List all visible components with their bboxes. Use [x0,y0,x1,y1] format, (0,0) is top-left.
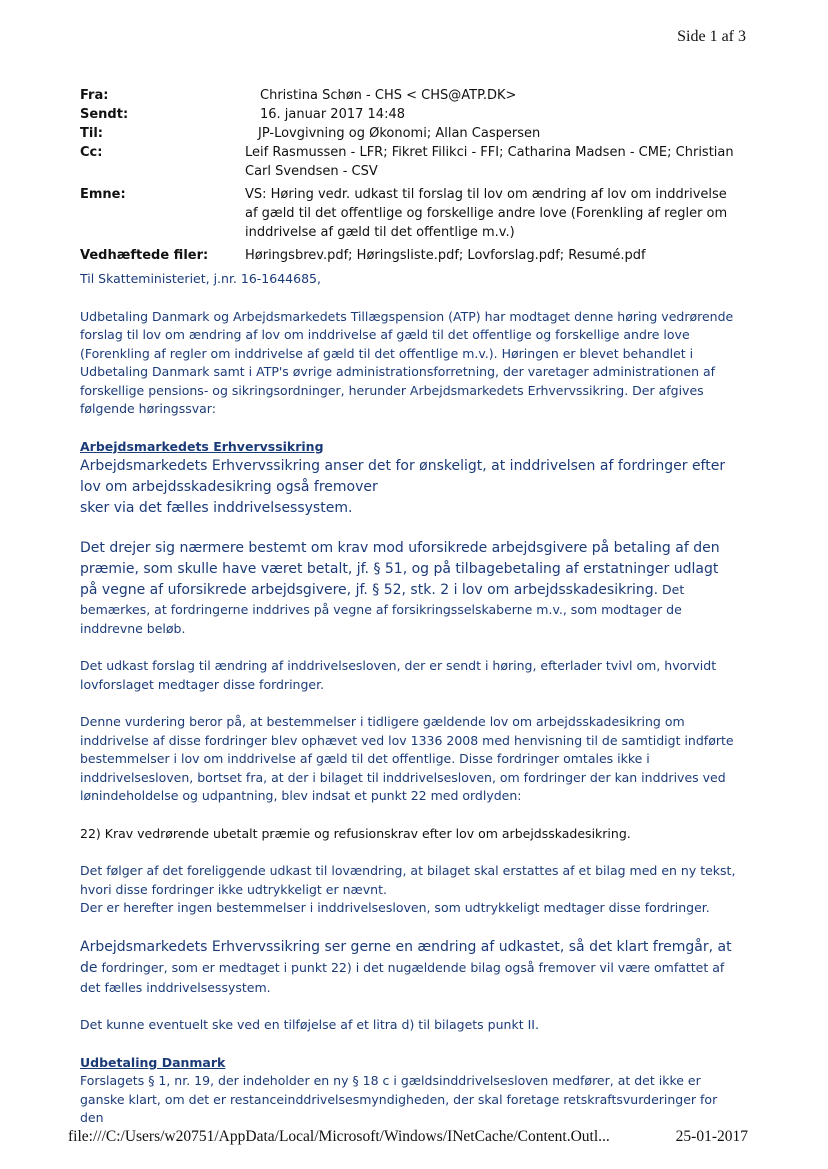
email-body [80,270,740,1128]
to-row [80,124,740,143]
subject-label: Emne: [80,187,126,202]
s1-paragraph-6-rest: fordringer, som er medtaget i punkt 22) i det nugældende bilag også fremover vil være omfattet af det fælles inddrivelsessystem. [80,959,725,995]
sent-label: Sendt: [80,107,129,122]
salutation: Til Skatteministeriet, j.nr. 16-1644685, [80,271,321,286]
s1-paragraph-1a: Arbejdsmarkedets Erhvervssikring anser det for ønskeligt, at inddrivelsen af fordringer efter lov om arbejdsskadesikring også fremover [80,458,726,495]
from-label: Fra: [80,88,109,103]
s2-paragraph-1: Forslagets § 1, nr. 19, der indeholder en ny § 18 c i gældsinddrivelsesloven medfører, at det ikke er ganske klart, om det er restanceinddrivelsesmyndigheden, der skal foretage retskraftsvurderinger for den [80,1073,718,1125]
sent-value: 16. januar 2017 14:48 [260,107,405,122]
subject-value: VS: Høring vedr. udkast til forslag til lov om ændring af lov om inddrivelse af gæld til det offentlige og forskellige andre love (Forenkling af regler om inddrivelse af gæld til det offentlige m.v.) [245,187,728,240]
s1-paragraph-5b: Der er herefter ingen bestemmelser i inddrivelsesloven, som udtrykkeligt medtager disse fordringer. [80,900,710,915]
section-title-udbetaling: Udbetaling Danmark [80,1054,226,1070]
attachments-label: Vedhæftede filer: [80,248,209,263]
s1-paragraph-5a: Det følger af det foreliggende udkast til lovændring, at bilaget skal erstattes af et bilag med en ny tekst, hvori disse fordringer ikke udtrykkeligt er nævnt. [80,863,736,897]
from-value: Christina Schøn - CHS < CHS@ATP.DK> [260,88,517,103]
email-header [80,86,740,265]
cc-row [80,143,740,181]
s1-paragraph-4: Denne vurdering beror på, at bestemmelser i tidligere gældende lov om arbejdsskadesikring om inddrivelse af disse fordringer blev ophævet ved lov 1336 2008 med henvisning til de samtidigt indførte bestemmelser i lov om inddrivelse af gæld til det offentlige. Disse fordringer omtales ikke i inddrivelsesloven, bortset fra, at der i bilaget til inddrivelsesloven, om fordringer der kan inddrives ved lønindeholdelse og udpantning, blev indsat et punkt 22 med ordlyden: [80,714,734,803]
cc-value: Leif Rasmussen - LFR; Fikret Filikci - FFI; Catharina Madsen - CME; Christian Carl Svendsen - CSV [245,145,734,179]
page-number: Side 1 af 3 [677,28,746,45]
from-row [80,86,740,105]
s1-paragraph-7: Det kunne eventuelt ske ved en tilføjelse af et litra d) til bilagets punkt II. [80,1017,539,1032]
intro-paragraph: Udbetaling Danmark og Arbejdsmarkedets Tillægspension (ATP) har modtaget denne høring vedrørende forslag til lov om ændring af lov om inddrivelse af gæld til det offentlige og forskellige andre love (Forenkling af regler om inddrivelse af gæld til det offentlige m.v.). Høringen er blevet behandlet i Udbetaling Danmark samt i ATP's øvrige administrationsforretning, der varetager administrationen af forskellige pensions- og sikringsordninger, herunder Arbejdsmarkedets Erhvervssikring. Der afgives følgende høringssvar: [80,308,734,416]
sent-row [80,105,740,124]
print-footer [68,1128,748,1146]
s1-paragraph-2-small: Det bemærkes, at fordringerne inddrives på vegne af forsikringsselskaberne m.v., som modtager de inddrevne beløb. [80,582,685,636]
attachments-row [80,246,740,265]
s1-paragraph-2 [80,538,740,638]
section-title-erhvervssikring: Arbejdsmarkedets Erhvervssikring [80,438,324,454]
footer-date: 25-01-2017 [675,1128,748,1145]
cc-label: Cc: [80,145,103,160]
s1-paragraph-6-large: Arbejdsmarkedets Erhvervssikring ser gerne en ændring af udkastet, så det klart fremgår, at de [80,938,732,976]
to-value: JP-Lovgivning og Økonomi; Allan Caspersen [258,126,541,141]
footer-path: file:///C:/Users/w20751/AppData/Local/Microsoft/Windows/INetCache/Content.Outl... [68,1128,610,1145]
to-label: Til: [80,126,103,141]
s1-paragraph-3: Det udkast forslag til ændring af inddrivelsesloven, der er sendt i høring, efterlader tvivl om, hvorvidt lovforslaget medtager disse fordringer. [80,658,717,692]
s1-paragraph-1b: sker via det fælles inddrivelsessystem. [80,500,353,516]
s1-paragraph-2-large: Det drejer sig nærmere bestemt om krav mod uforsikrede arbejdsgivere på betaling af den præmie, som skulle have været betalt, jf. § 51, og på tilbagebetaling af erstatninger udlagt på vegne af uforsikrede arbejdsgivere, jf. § 52, stk. 2 i lov om arbejdsskadesikring. [80,540,720,598]
subject-row [80,185,740,242]
attachments-value[interactable]: Høringsbrev.pdf; Høringsliste.pdf; Lovforslag.pdf; Resumé.pdf [245,248,646,263]
s1-paragraph-6 [80,937,740,998]
s1-quote: 22) Krav vedrørende ubetalt præmie og refusionskrav efter lov om arbejdsskadesikring. [80,825,631,841]
